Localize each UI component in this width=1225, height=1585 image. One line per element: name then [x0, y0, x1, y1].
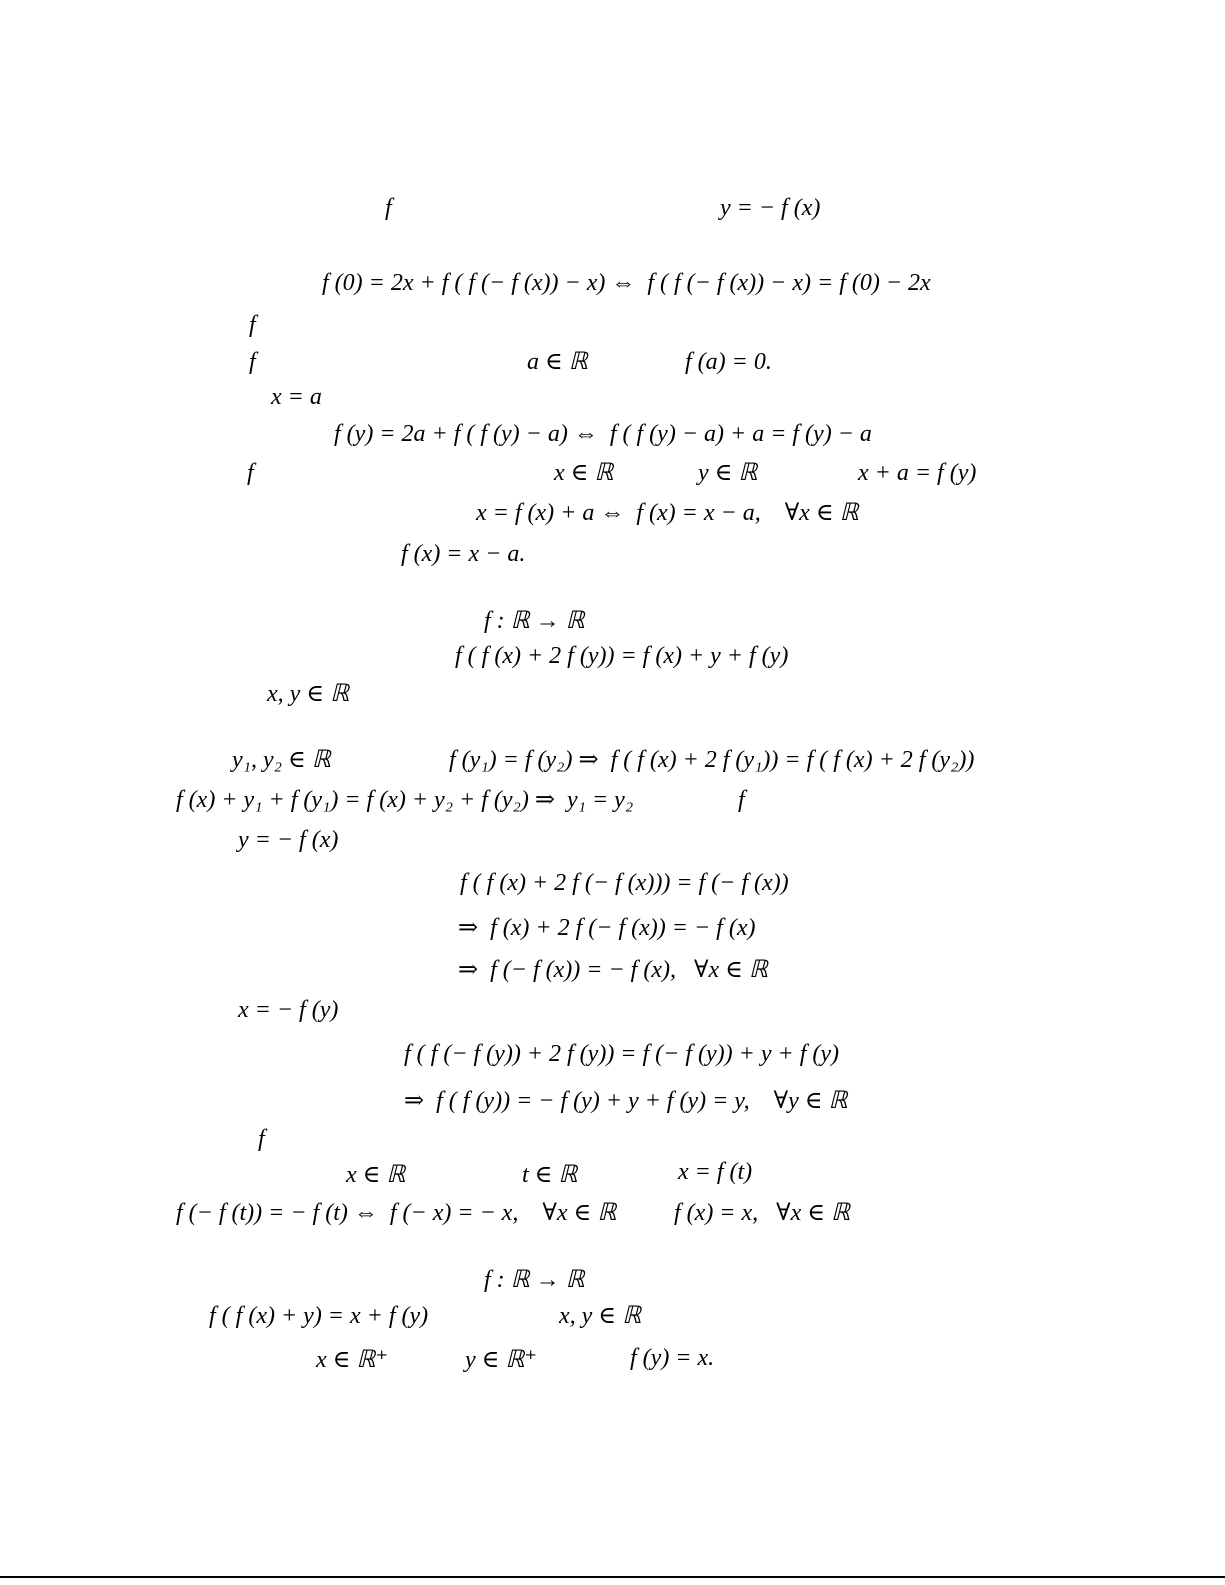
math-fragment: f — [249, 312, 256, 338]
math-fragment: x = a — [271, 384, 322, 410]
math-fragment: f — [258, 1126, 265, 1152]
math-equation: f (x) = x − a. — [401, 541, 526, 567]
math-equation: f (− f (t)) = − f (t) ⇔ f (− x) = − x, ∀x ∈ ℝ — [176, 1200, 617, 1226]
math-fragment: f : ℝ → ℝ — [484, 608, 585, 634]
math-equation: f (y) = x. — [630, 1345, 715, 1371]
math-fragment: f : ℝ → ℝ — [484, 1267, 585, 1293]
math-equation: f ( f (x) + y) = x + f (y) — [209, 1303, 429, 1329]
math-equation: ⇒ f (x) + 2 f (− f (x)) = − f (x) — [458, 915, 756, 941]
math-fragment: y = − f (x) — [238, 827, 339, 853]
math-fragment: y ∈ ℝ⁺ — [465, 1347, 538, 1373]
math-equation: f (x) + y₁ + f (y₁) = f (x) + y₂ + f (y₂) ⇒ y₁ = y₂ — [176, 787, 634, 813]
math-fragment: f — [385, 195, 392, 221]
math-equation: ⇒ f ( f (y)) = − f (y) + y + f (y) = y, ∀y ∈ ℝ — [404, 1088, 848, 1114]
math-fragment: y ∈ ℝ — [698, 460, 758, 486]
math-equation: f ( f (− f (y)) + 2 f (y)) = f (− f (y)) + y + f (y) — [404, 1041, 839, 1067]
math-fragment: x, y ∈ ℝ — [559, 1303, 642, 1329]
math-fragment: x ∈ ℝ⁺ — [316, 1347, 389, 1373]
math-equation: f (y) = 2a + f ( f (y) − a) ⇔ f ( f (y) − a) + a = f (y) − a — [334, 421, 872, 447]
page-bottom-rule — [0, 1576, 1225, 1578]
math-fragment: f (a) = 0. — [685, 349, 772, 375]
math-fragment: x, y ∈ ℝ — [267, 681, 350, 707]
math-fragment: f — [249, 349, 256, 375]
math-fragment: x ∈ ℝ — [346, 1162, 406, 1188]
math-fragment: y = − f (x) — [720, 195, 821, 221]
math-equation: f ( f (x) + 2 f (− f (x))) = f (− f (x)) — [460, 870, 789, 896]
math-fragment: x = f (t) — [678, 1159, 753, 1185]
math-fragment: x ∈ ℝ — [554, 460, 614, 486]
math-equation: f (x) = x, ∀x ∈ ℝ — [674, 1200, 851, 1226]
math-fragment: a ∈ ℝ — [527, 349, 588, 375]
math-fragment: f — [247, 460, 254, 486]
math-equation: f (0) = 2x + f ( f (− f (x)) − x) ⇔ f ( f (− f (x)) − x) = f (0) − 2x — [322, 270, 931, 296]
math-equation: f (y₁) = f (y₂) ⇒ f ( f (x) + 2 f (y₁)) = f ( f (x) + 2 f (y₂)) — [449, 747, 975, 773]
math-equation: x = f (x) + a ⇔ f (x) = x − a, ∀x ∈ ℝ — [476, 500, 859, 526]
math-equation: ⇒ f (− f (x)) = − f (x), ∀x ∈ ℝ — [458, 957, 768, 983]
math-fragment: x = − f (y) — [238, 997, 339, 1023]
math-fragment: t ∈ ℝ — [522, 1162, 578, 1188]
math-fragment: x + a = f (y) — [858, 460, 977, 486]
math-equation: f ( f (x) + 2 f (y)) = f (x) + y + f (y) — [455, 643, 789, 669]
math-fragment: f — [738, 787, 745, 813]
math-fragment: y₁, y₂ ∈ ℝ — [232, 747, 331, 773]
